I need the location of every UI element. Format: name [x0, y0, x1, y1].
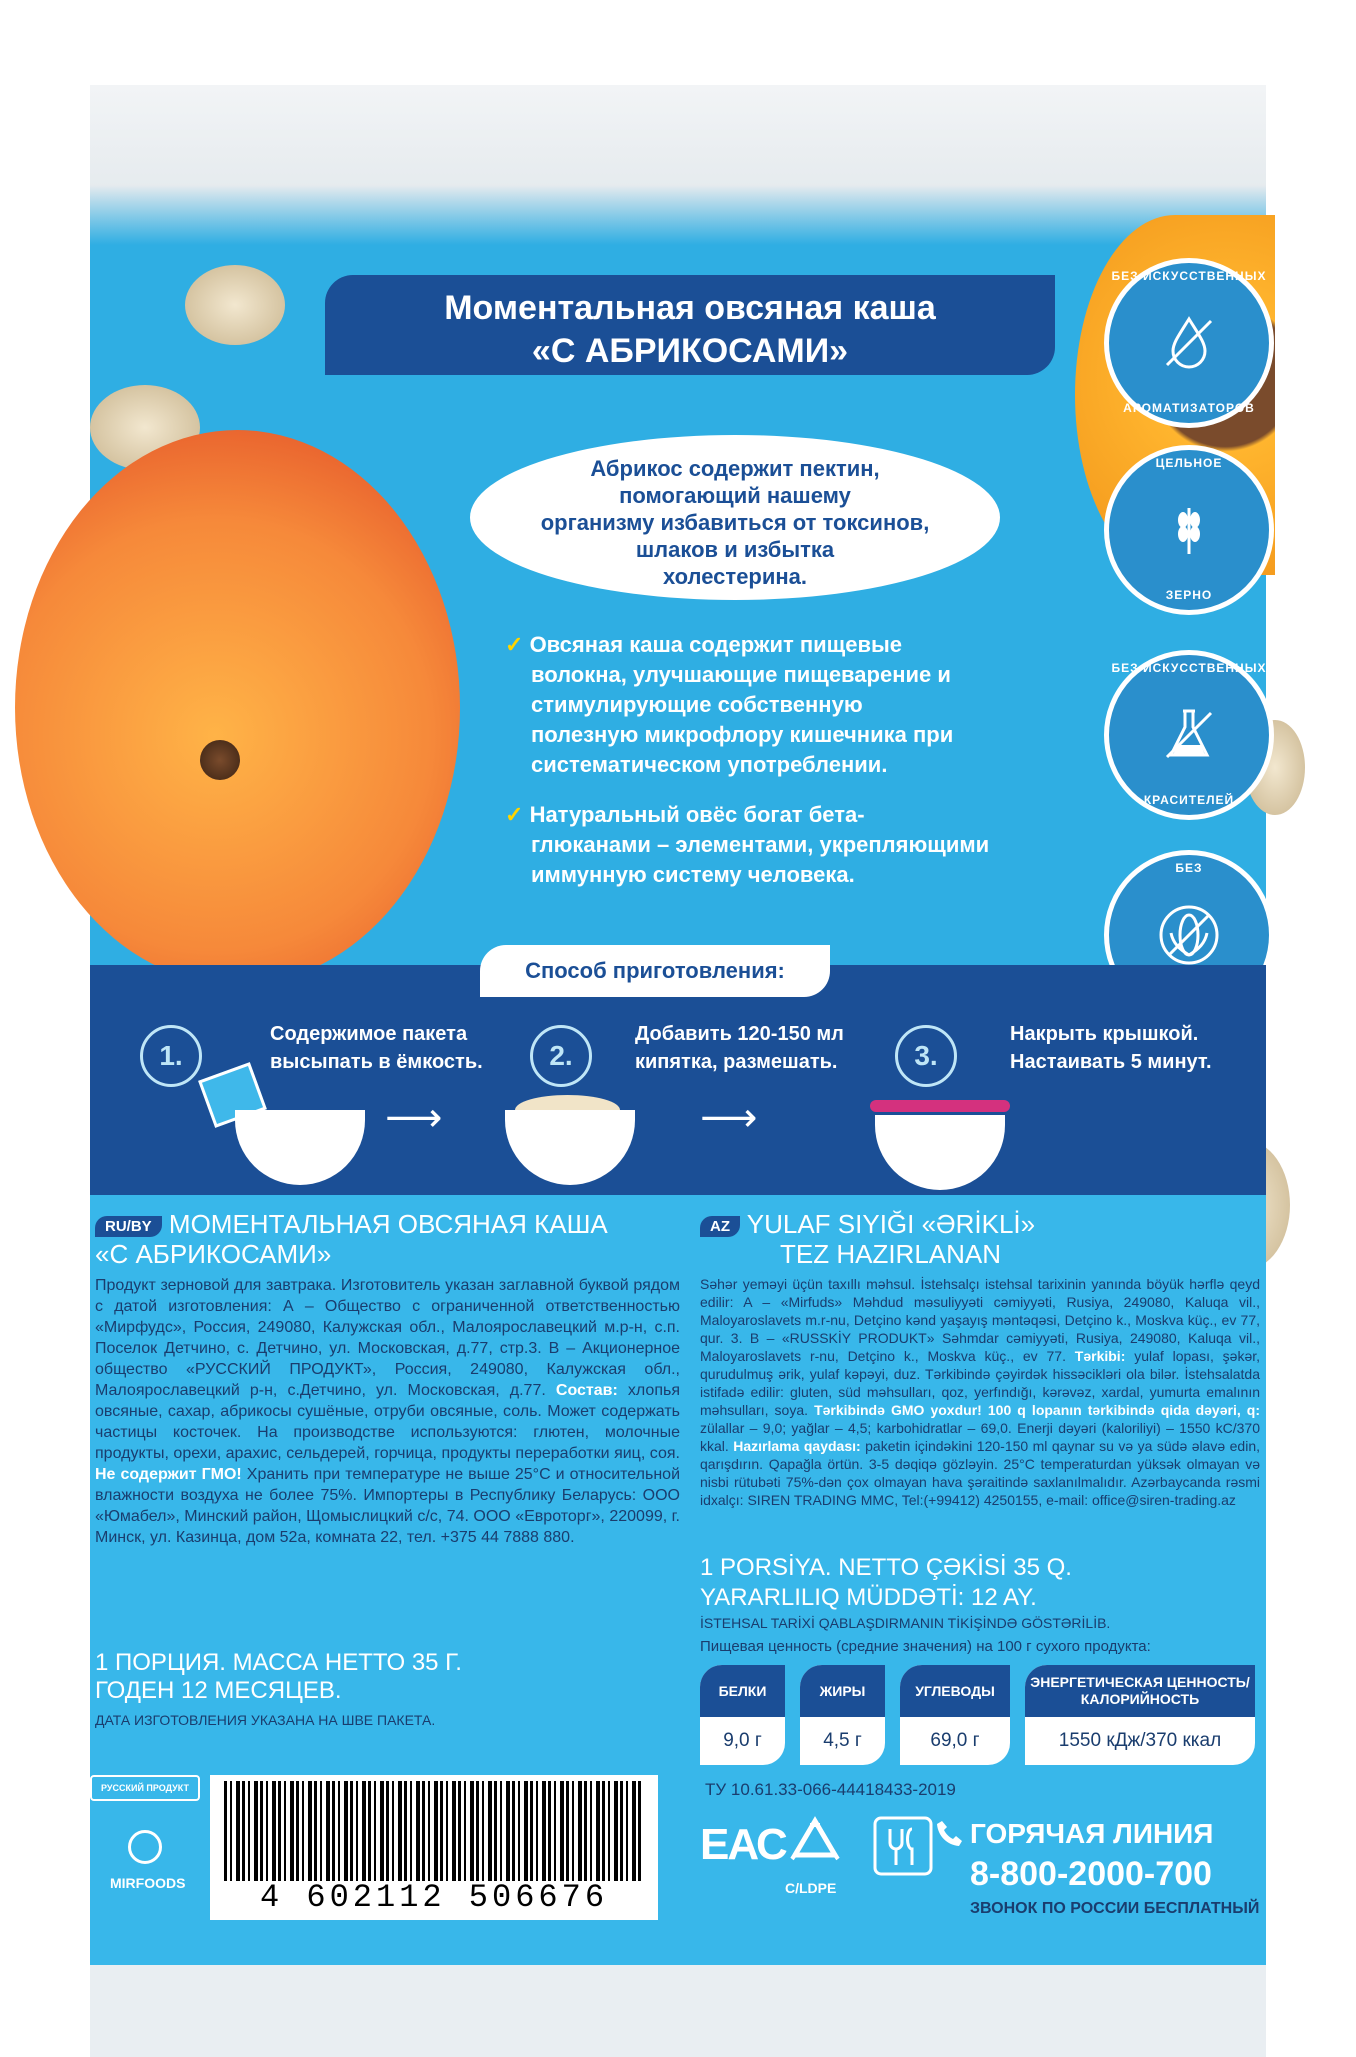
eac-text: ЕАС [700, 1820, 786, 1869]
apricot-image [15, 430, 460, 985]
benefit-line: Овсяная каша содержит пищевые [529, 632, 903, 657]
badge-whole-grain [1104, 445, 1274, 615]
badge-no-flavors [1104, 258, 1274, 428]
lid-icon [870, 1100, 1010, 1112]
eac-mark-icon [700, 1820, 786, 1870]
bottom-seal [90, 1965, 1266, 2057]
step-line: Настаивать 5 минут. [1010, 1051, 1212, 1073]
tu-code: ТУ 10.61.33-066-44418433-2019 [705, 1780, 956, 1799]
arrow-icon: ⟶ [700, 1095, 758, 1141]
az-portion: 1 PORSİYA. NETTO ÇƏKİSİ 35 Q. [700, 1554, 1072, 1581]
arrow-icon: ⟶ [385, 1095, 443, 1141]
mirfoods-logo-text: MIRFOODS [110, 1875, 186, 1891]
benefit-fiber [505, 630, 1065, 780]
corn-crossed-icon [1157, 903, 1221, 967]
ru-composition-label: Состав: [555, 1382, 618, 1399]
check-icon: ✓ [505, 632, 524, 657]
benefit-line: стимулирующие собственную [531, 692, 863, 717]
badge-bottom-text: АРОМАТИЗАТОРОВ [1123, 401, 1255, 415]
nutrition-label: УГЛЕВОДЫ [900, 1665, 1010, 1717]
russkiy-produkt-logo [90, 1775, 200, 1801]
az-body: Səhər yeməyi üçün taxıllı məhsul. İstehsalçı istehsal tarixinin yanında böyük hərflə qeyd edilir: A – «Mirfuds» Məhdud məsuliyyəti cəmiyyəti, Rusiya, 249080, Kaluqa vil., Maloyaroslavets m.r-nu, Detçino kənd yaşayış məntəqəsi, Detçino k., Moskva küç., ev 77, qur. 3. B – «RUSSKİY PRODUKT» Səhmdar cəmiyyəti, Rusiya, 249080, Kaluqa vil., Maloyaroslavets r-nu, Detçino k., Moskva küç., ev 77. [700, 1276, 1260, 1364]
step-1-text [270, 1020, 483, 1076]
step-3-text [1010, 1020, 1212, 1076]
az-body-text [700, 1275, 1260, 1509]
nutrition-value: 4,5 г [823, 1730, 862, 1751]
badge-top-text: БЕЗ ИСКУССТВЕННЫХ [1111, 661, 1267, 675]
nutrition-fat [800, 1665, 885, 1765]
bubble-line: помогающий нашему [619, 483, 851, 508]
badge-bottom-text: ЗЕРНО [1165, 588, 1213, 602]
az-title-line2: TEZ HAZIRLANAN [780, 1239, 1002, 1269]
preparation-title: Способ приготовления: [480, 945, 830, 997]
russkiy-logo-text: РУССКИЙ ПРОДУКТ [101, 1783, 189, 1793]
step-line: Добавить 120-150 мл [635, 1023, 844, 1045]
az-nutrition: zülallar – 9,0; yağlar – 4,5; karbohidratlar – 69,0. Enerji dəyəri (kaloriliyi) – 1550 kC/370 kkal. [700, 1420, 1260, 1454]
az-composition-label: Tərkibi: [1074, 1348, 1126, 1364]
bubble-line: организму избавиться от токсинов, [540, 510, 930, 535]
az-shelf-life: YARARLILIQ MÜDDƏTİ: 12 AY. [700, 1584, 1037, 1611]
barcode-bars [224, 1781, 644, 1881]
benefit-line: волокна, улучшающие пищеварение и [531, 662, 951, 687]
top-seal [90, 85, 1266, 245]
benefit-line: иммунную систему человека. [531, 862, 855, 887]
bubble-line: шлаков и избытка [635, 537, 835, 562]
benefit-line: глюканами – элементами, укрепляющими [531, 832, 990, 857]
ru-title-line2: «С АБРИКОСАМИ» [95, 1239, 332, 1269]
badge-bottom-text: КРАСИТЕЛЕЙ [1143, 793, 1235, 807]
hotline-phone: 8-800-2000-700 [970, 1855, 1212, 1893]
ru-gmo: Не содержит ГМО! [95, 1466, 242, 1483]
nutrition-label: БЕЛКИ [700, 1665, 785, 1717]
badge-top-text: БЕЗ [1175, 861, 1203, 875]
step-number: 3. [895, 1025, 957, 1087]
az-title-line1: YULAF SIYIĞI «ƏRİKLİ» [746, 1209, 1036, 1239]
ru-composition: хлопья овсяные, сахар, абрикосы сушёные, отруби овсяные, соль. Может содержать частицы косточек. На производстве используются: глютен, молочные продукты, орехи, арахис, сельдерей, горчица, продукты переработки яиц, соя. [95, 1382, 680, 1462]
flask-icon [1157, 703, 1221, 767]
ru-date-note: ДАТА ИЗГОТОВЛЕНИЯ УКАЗАНА НА ШВЕ ПАКЕТА. [95, 1712, 436, 1728]
nutrition-label: ЖИРЫ [800, 1665, 885, 1717]
nutrition-label: ЭНЕРГЕТИЧЕСКАЯ ЦЕННОСТЬ/КАЛОРИЙНОСТЬ [1025, 1665, 1255, 1717]
nutrition-carbs [900, 1665, 1010, 1765]
ru-shelf-life: ГОДЕН 12 МЕСЯЦЕВ. [95, 1677, 342, 1704]
water-drop-icon [1157, 311, 1221, 375]
benefit-line: систематическом употреблении. [531, 752, 888, 777]
food-safe-icon [872, 1815, 934, 1877]
product-title [325, 275, 1055, 375]
badge-no-colorants [1104, 650, 1274, 820]
ru-storage: Хранить при температуре не выше 25°С и относительной влажности воздуха не более 75%. Импортеры в Республику Беларусь: ООО «Юмабел», Минский район, Щомыслицкий с/с, 74. ООО «Евроторг», 220099, г. Минск, ул. Казинца, дом 52а, комната 22, тел. +375 44 7888 880. [95, 1466, 681, 1546]
lang-badge-ru: RU/BY [95, 1216, 162, 1237]
az-title [700, 1210, 1035, 1238]
nutrition-energy [1025, 1665, 1255, 1765]
step-line: высыпать в ёмкость. [270, 1051, 483, 1073]
nutrition-value: 9,0 г [723, 1730, 762, 1751]
mirfoods-logo-icon [128, 1830, 162, 1864]
step-2-text [635, 1020, 844, 1076]
bubble-line: холестерина. [662, 564, 808, 589]
oat-flake [185, 265, 285, 345]
wheat-icon [1157, 498, 1221, 562]
ru-portion: 1 ПОРЦИЯ. МАССА НЕТТО 35 Г. [95, 1649, 462, 1676]
phone-icon [935, 1818, 965, 1848]
benefit-oats [505, 800, 1065, 890]
hotline-title: ГОРЯЧАЯ ЛИНИЯ [970, 1818, 1214, 1849]
bubble-line: Абрикос содержит пектин, [590, 456, 880, 481]
barcode-number: 4 602112 506676 [259, 1879, 609, 1916]
nutrition-title: Пищевая ценность (средние значения) на 100 г сухого продукта: [700, 1638, 1151, 1655]
ru-body-text [95, 1275, 680, 1548]
az-gmo: Tərkibində GMO yoxdur! 100 q lopanın tərkibində qida dəyəri, q: [814, 1402, 1261, 1418]
check-icon: ✓ [505, 802, 524, 827]
benefit-line: Натуральный овёс богат бета- [529, 802, 865, 827]
az-prep-label: Hazırlama qaydası: [733, 1438, 861, 1454]
title-line2: «С АБРИКОСАМИ» [531, 332, 849, 370]
lang-badge-az: AZ [700, 1216, 740, 1237]
step-line: кипятка, размешать. [635, 1051, 838, 1073]
apricot-stem [200, 740, 240, 780]
benefit-line: полезную микрофлору кишечника при [531, 722, 954, 747]
barcode [210, 1775, 658, 1920]
nutrition-protein [700, 1665, 785, 1765]
step-line: Содержимое пакета [270, 1023, 468, 1045]
step-number: 1. [140, 1025, 202, 1087]
hotline-note: ЗВОНОК ПО РОССИИ БЕСПЛАТНЫЙ [970, 1900, 1260, 1917]
nutrition-value: 1550 кДж/370 ккал [1058, 1730, 1222, 1751]
az-prep: paketin içindəkini 120-150 ml qaynar su və ya südə əlavə edin, qarışdırın. Qapağla örtün. 3-5 dəqiqə gözləyin. 25°C temperaturdan yüksək olmayan və nisbi rütubəti 75%-dən çox olmayan hava şəraitində saxlanılmalıdır. Azərbaycanda rəsmi idxalçı: SIREN TRADING MMC, Tel:(+99412) 4250155, e-mail: office@siren-trading.az [700, 1438, 1260, 1508]
recycle-icon [780, 1815, 850, 1875]
badge-top-text: ЦЕЛЬНОЕ [1155, 456, 1223, 470]
az-composition: yulaf lopası, şəkər, qurudulmuş ərik, yulaf kəpəyi, duz. Tərkibində çəyirdək hissəcikləri ola bilər. İstehsalatda istifadə edilir: gluten, süd məhsulları, qoz, yerfındığı, kərəvəz, xardal, yumurta emalının məhsulları, soya. [700, 1348, 1261, 1418]
title-line1: Моментальная овсяная каша [444, 289, 936, 327]
ru-title [95, 1210, 608, 1238]
step-number: 2. [530, 1025, 592, 1087]
badge-top-text: БЕЗ ИСКУССТВЕННЫХ [1111, 269, 1267, 283]
recycle-code: C/LDPE [785, 1880, 837, 1896]
az-date-note: İSTEHSAL TARİXİ QABLAŞDIRMANIN TİKİŞİNDƏ GÖSTƏRİLİB. [700, 1615, 1111, 1631]
step-line: Накрыть крышкой. [1010, 1023, 1199, 1045]
ru-body: Продукт зерновой для завтрака. Изготовитель указан заглавной буквой рядом с датой изготовления: А – Общество с ограниченной ответственностью «Мирфудс», Россия, 249080, Калужская обл., Малоярославецкий м.р-н, с.п. Поселок Детчино, с. Детчино, ул. Московская, д.77, стр.3. В – Акционерное общество «РУССКИЙ ПРОДУКТ», Россия, 249080, Калужская обл., Малоярославецкий р-н, с.Детчино, ул. Московская, д.77. [95, 1277, 680, 1399]
apricot-fact-bubble [470, 435, 1000, 600]
ru-title-line1: МОМЕНТАЛЬНАЯ ОВСЯНАЯ КАША [168, 1209, 608, 1239]
nutrition-value: 69,0 г [930, 1730, 980, 1751]
